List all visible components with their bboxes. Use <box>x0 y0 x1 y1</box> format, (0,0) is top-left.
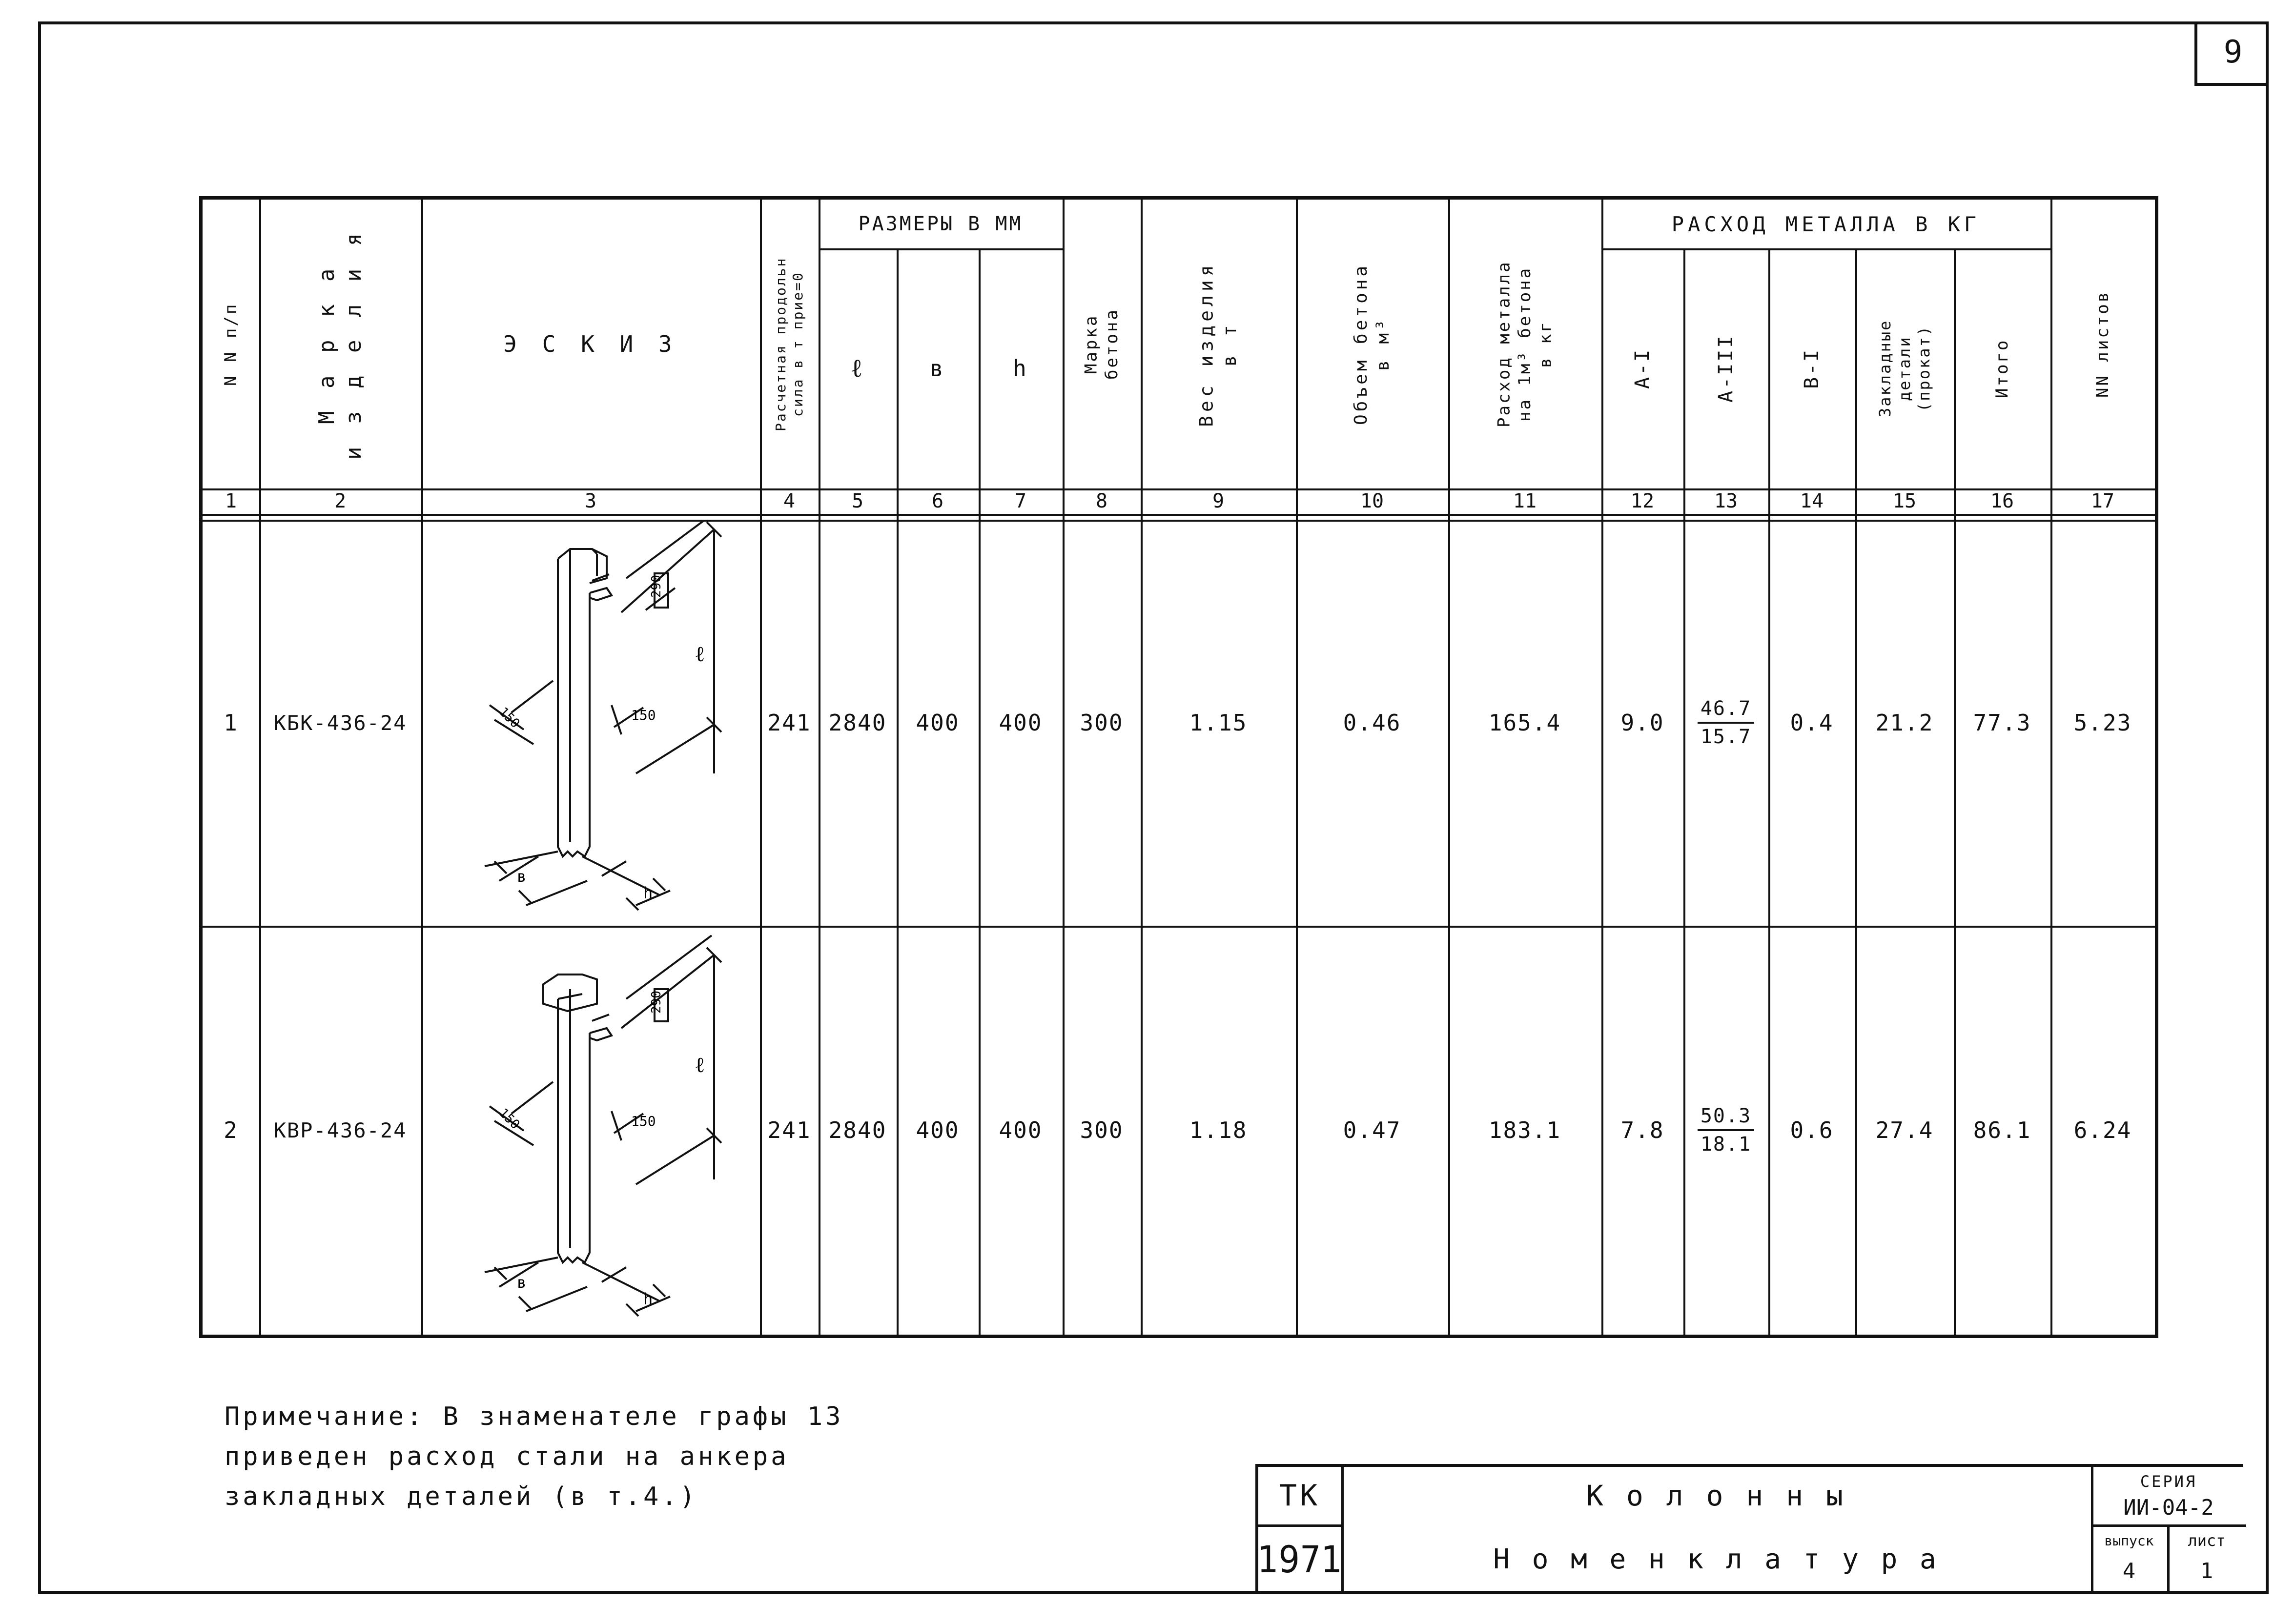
colnum: 15 <box>1892 490 1917 512</box>
header-l: ℓ <box>850 354 865 383</box>
weight: 1.18 <box>1189 1117 1248 1143</box>
row-number: 1 <box>224 710 238 736</box>
metal-a3 <box>1683 520 1768 926</box>
drawing-title: К о л о н н ы <box>1586 1479 1846 1512</box>
metal-total: 77.3 <box>1973 710 2031 736</box>
sketch-dim-b: в <box>517 867 527 886</box>
header-force: Расчетная продольн сила в т прие=0 <box>773 257 806 431</box>
metal-b1: 0.4 <box>1790 710 1834 736</box>
colnum: 7 <box>1014 490 1027 512</box>
sketch-dim-side2: 150 <box>631 707 656 723</box>
dim-h: 400 <box>999 710 1043 736</box>
header-b: в <box>930 355 945 382</box>
sketch-dim-side2: 150 <box>631 1113 656 1129</box>
series-number: ИИ-04-2 <box>2123 1495 2214 1520</box>
note-line: приведен расход стали на анкера <box>225 1442 789 1471</box>
colnum: 1 <box>225 490 237 512</box>
metal-a3-denominator: 15.7 <box>1700 726 1752 748</box>
sketch-dim-top: 290 <box>649 991 664 1014</box>
header-metal-per-m3: Расход металла на 1м³ бетона в кг <box>1494 260 1556 428</box>
sketch-dim-l: ℓ <box>695 1053 705 1077</box>
note-line: закладных деталей (в т.4.) <box>225 1482 698 1511</box>
header-metal-group: РАСХОД МЕТАЛЛА В КГ <box>1671 212 1981 236</box>
title-block <box>1255 1464 2243 1594</box>
colnum: 2 <box>334 490 347 512</box>
header-sheets: NN листов <box>2092 290 2112 398</box>
header-mark: М а р к а и з д е л и я <box>314 228 366 460</box>
header-embedded: Закладные детали (прокат) <box>1876 319 1933 418</box>
colnum: 16 <box>1990 490 2014 512</box>
dim-b: 400 <box>916 1117 960 1143</box>
colnum: 10 <box>1360 490 1384 512</box>
sketch-dim-h: h <box>643 1290 653 1308</box>
header-concrete: Марка бетона <box>1081 308 1122 380</box>
dim-b: 400 <box>916 710 960 736</box>
issue-label: выпуск <box>2104 1532 2154 1549</box>
weight: 1.15 <box>1189 710 1248 736</box>
product-mark: КБК-436-24 <box>273 710 407 735</box>
sketch-dim-h: h <box>643 884 653 902</box>
metal-a3 <box>1683 926 1768 1335</box>
header-total: Итого <box>1992 338 2012 399</box>
dim-l: 2840 <box>828 710 887 736</box>
year: 1971 <box>1257 1537 1342 1581</box>
volume: 0.47 <box>1343 1117 1401 1143</box>
footnote <box>225 1397 843 1517</box>
sheet-label: лист <box>2188 1531 2226 1550</box>
header-b1: В-I <box>1801 347 1823 389</box>
sheet-numbers: 5.23 <box>2073 710 2132 736</box>
metal-total: 86.1 <box>1973 1117 2031 1143</box>
dim-l: 2840 <box>828 1117 887 1143</box>
dim-h: 400 <box>999 1117 1043 1143</box>
header-h: h <box>1013 355 1028 382</box>
force: 241 <box>767 1117 811 1143</box>
colnum: 17 <box>2090 490 2115 512</box>
sketch-dim-b: в <box>517 1273 527 1292</box>
note-line: Примечание: В знаменателе графы 13 <box>225 1402 844 1431</box>
column-sketch <box>421 926 760 1335</box>
colnum: 9 <box>1212 490 1225 512</box>
sketch-dim-l: ℓ <box>695 642 705 667</box>
header-nn: N N п/п <box>221 302 241 386</box>
colnum: 11 <box>1513 490 1537 512</box>
sketch-dim-side: 150 <box>496 1105 523 1133</box>
colnum: 13 <box>1714 490 1738 512</box>
volume: 0.46 <box>1343 710 1401 736</box>
issue-number: 4 <box>2122 1558 2136 1583</box>
header-volume: Объем бетона в м³ <box>1351 263 1393 426</box>
page-number: 9 <box>2194 21 2269 86</box>
embedded-parts: 27.4 <box>1875 1117 1934 1143</box>
colnum: 6 <box>931 490 944 512</box>
force: 241 <box>767 710 811 736</box>
header-a3: А-III <box>1715 334 1737 403</box>
metal-per-m3: 183.1 <box>1488 1117 1561 1143</box>
colnum: 4 <box>783 490 796 512</box>
concrete-grade: 300 <box>1080 710 1124 736</box>
sheet-number: 1 <box>2200 1558 2213 1583</box>
sheet-numbers: 6.24 <box>2073 1117 2132 1143</box>
metal-a3-denominator: 18.1 <box>1700 1133 1752 1156</box>
sketch-dim-top: 290 <box>649 575 664 598</box>
colnum: 8 <box>1095 490 1108 512</box>
nomenclature-table <box>199 196 2158 1338</box>
column-sketch <box>421 520 760 926</box>
metal-a1: 9.0 <box>1620 710 1664 736</box>
colnum: 14 <box>1800 490 1824 512</box>
metal-a3-numerator: 50.3 <box>1698 1105 1754 1131</box>
row-number: 2 <box>224 1117 238 1143</box>
header-sketch: Э С К И З <box>503 331 678 357</box>
colnum: 3 <box>584 490 597 512</box>
colnum: 12 <box>1630 490 1655 512</box>
metal-per-m3: 165.4 <box>1488 710 1561 736</box>
metal-a3-numerator: 46.7 <box>1698 697 1754 724</box>
sketch-dim-side: 150 <box>496 704 523 731</box>
product-mark: КВР-436-24 <box>273 1118 407 1142</box>
header-weight: Вес изделия в т <box>1195 261 1240 427</box>
org-code: ТК <box>1279 1479 1321 1513</box>
series-label: СЕРИЯ <box>2140 1472 2197 1491</box>
embedded-parts: 21.2 <box>1875 710 1934 736</box>
metal-b1: 0.6 <box>1790 1117 1834 1143</box>
header-a1: А-I <box>1631 347 1654 389</box>
header-dimensions: РАЗМЕРЫ В ММ <box>858 213 1023 235</box>
drawing-subtitle: Н о м е н к л а т у р а <box>1493 1543 1939 1575</box>
metal-a1: 7.8 <box>1620 1117 1664 1143</box>
colnum: 5 <box>851 490 864 512</box>
concrete-grade: 300 <box>1080 1117 1124 1143</box>
